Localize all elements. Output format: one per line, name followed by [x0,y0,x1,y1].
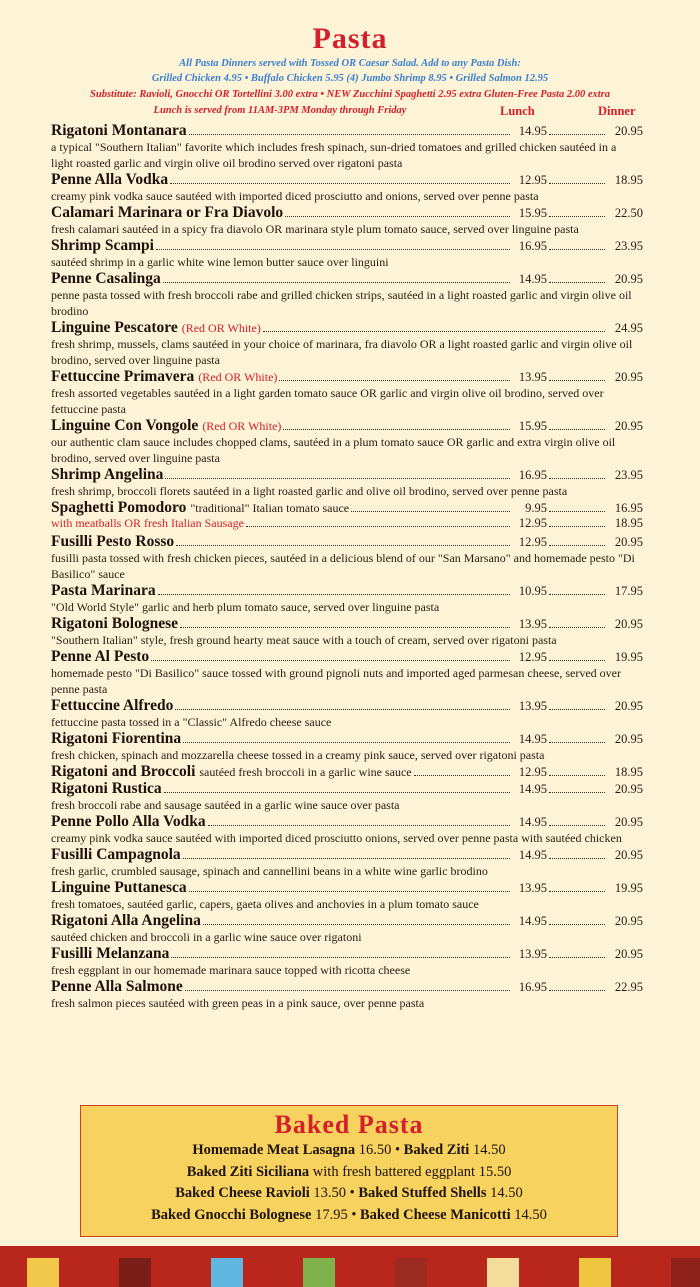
leader-dots [549,858,605,859]
baked-item-description: with fresh battered eggplant [309,1163,476,1180]
leader-dots [189,891,510,892]
separator-bullet: • [346,1185,359,1201]
menu-item [51,730,643,763]
intro-line: Lunch is served from 11AM-3PM Monday through Friday [153,105,407,116]
menu-item-name: Spaghetti Pomodoro [51,499,187,516]
menu-item [51,368,643,417]
menu-item [51,648,643,697]
baked-item-price: 14.50 [486,1185,523,1201]
separator-bullet: • [391,1142,404,1158]
menu-item-line [51,648,643,665]
baked-item-name: Baked Stuffed Shells [358,1185,487,1201]
menu-item-line [51,417,643,434]
menu-item-name: Penne Alla Salmone [51,978,183,995]
menu-item-name: Rigatoni Fiorentina [51,730,182,747]
leader-dots [185,990,510,991]
leader-dots [549,183,605,184]
menu-item-name: Shrimp Scampi [51,237,154,254]
menu-item [51,813,643,846]
lunch-price: 14.95 [518,815,547,829]
leader-dots [171,957,510,958]
dinner-price: 19.95 [614,650,643,664]
lunch-price: 10.95 [518,584,547,598]
menu-item-name: Shrimp Angelina [51,466,164,483]
dinner-price: 20.95 [614,782,643,796]
lunch-price: 12.95 [518,516,547,530]
lunch-price: 14.95 [518,782,547,796]
lunch-price: 13.95 [518,947,547,961]
menu-item-line [51,813,643,830]
menu-item-description: fresh garlic, crumbled sausage, spinach and cannellini beans in a white wine garlic brodino [51,864,488,878]
dinner-price: 24.95 [614,321,643,335]
leader-dots [164,792,510,793]
leader-dots [163,282,510,283]
separator-bullet: • [347,1206,361,1223]
menu-item-name: Fusilli Pesto Rosso [51,533,175,550]
menu-item-description: fresh eggplant in our homemade marinara sauce topped with ricotta cheese [51,963,411,977]
dinner-price: 17.95 [614,584,643,598]
baked-item-price: 14.50 [510,1206,547,1223]
leader-dots [549,216,605,217]
baked-pasta-box [80,1105,618,1237]
lunch-price: 16.95 [518,980,547,994]
menu-item-line [51,237,643,254]
footer-color-square [119,1258,151,1287]
menu-item-note: (Red OR White) [198,370,278,384]
dinner-price: 18.95 [614,765,643,779]
menu-item-line [51,697,643,714]
menu-item-name: Rigatoni Montanara [51,122,187,139]
menu-item-inline-desc: sautéed fresh broccoli in a garlic wine sauce [199,765,412,779]
menu-item-description: fresh broccoli rabe and sausage sautéed in a garlic wine sauce over pasta [51,798,400,812]
menu-item-description: fresh chicken, spinach and mozzarella cheese tossed in a creamy pink sauce, served over rigatoni pasta [51,748,545,762]
pasta-menu-list [51,122,643,1011]
footer-color-square [211,1258,243,1287]
menu-item-description: penne pasta tossed with fresh broccoli rabe and grilled chicken strips, sautéed in a light roasted garlic and virgin olive oil brodino [51,288,632,318]
leader-dots [549,924,605,925]
dinner-price: 20.95 [614,699,643,713]
dinner-price: 23.95 [614,468,643,482]
footer-color-strip [0,1246,700,1287]
lunch-price: 13.95 [518,699,547,713]
menu-item-name: Linguine Puttanesca [51,879,187,896]
menu-item [51,417,643,466]
menu-item [51,697,643,730]
leader-dots [208,825,510,826]
footer-color-square [395,1258,427,1287]
lunch-price: 12.95 [518,650,547,664]
menu-item-line [51,780,643,797]
menu-item-name: Fusilli Campagnola [51,846,181,863]
menu-item [51,171,643,204]
leader-dots [549,478,605,479]
menu-item-description: homemade pesto "Di Basilico" sauce tossed with ground pignoli nuts and imported aged parmesan cheese, served over penne pasta [51,666,621,696]
menu-item-line [51,912,643,929]
leader-dots [549,775,605,776]
menu-item [51,270,643,319]
dinner-price: 20.95 [614,732,643,746]
menu-item [51,499,643,533]
leader-dots [549,594,605,595]
leader-dots [165,478,510,479]
leader-dots [156,249,510,250]
menu-item-description: sautéed chicken and broccoli in a garlic wine sauce over rigatoni [51,930,362,944]
menu-item-line [51,499,643,516]
leader-dots [180,627,510,628]
intro-line: All Pasta Dinners served with Tossed OR Caesar Salad. Add to any Pasta Dish: [179,58,521,69]
footer-color-square [487,1258,519,1287]
menu-item-line [51,466,643,483]
baked-item-price: 17.95 [311,1206,348,1223]
baked-item-name: Baked Cheese Ravioli [175,1185,310,1201]
lunch-price: 14.95 [518,732,547,746]
dinner-price: 19.95 [614,881,643,895]
footer-color-square [671,1258,700,1287]
leader-dots [549,380,605,381]
menu-item-description: fresh shrimp, mussels, clams sautéed in your choice of marinara, fra diavolo OR a light roasted garlic and virgin olive oil brodino, served over linguine pasta [51,337,633,367]
menu-item-name: Rigatoni and Broccoli [51,763,196,780]
menu-item-line [51,945,643,962]
menu-item-name: Fettuccine Alfredo [51,697,174,714]
menu-item [51,582,643,615]
menu-item [51,978,643,1011]
menu-item-line [51,978,643,995]
leader-dots [263,331,605,332]
lunch-price: 14.95 [518,848,547,862]
leader-dots [549,249,605,250]
menu-item-description: fresh tomatoes, sautéed garlic, capers, gaeta olives and anchovies in a plum tomato sauce [51,897,479,911]
leader-dots [246,526,510,527]
menu-item [51,615,643,648]
menu-item-name: Penne Al Pesto [51,648,150,665]
baked-item-name: Baked Ziti [403,1142,470,1158]
leader-dots [549,429,605,430]
dinner-price: 20.95 [614,914,643,928]
leader-dots [549,891,605,892]
dinner-price: 20.95 [614,124,643,138]
footer-color-square [579,1258,611,1287]
menu-item-line [51,270,643,287]
lunch-price: 9.95 [525,501,547,515]
menu-item-name: Fettuccine Primavera [51,368,195,385]
menu-item-line [51,319,643,336]
baked-pasta-line [81,1140,617,1162]
menu-item-line [51,368,643,385]
menu-item-name: Rigatoni Rustica [51,780,162,797]
leader-dots [549,545,605,546]
lunch-price: 12.95 [518,173,547,187]
dinner-price: 20.95 [614,272,643,286]
leader-dots [549,990,605,991]
dinner-price: 20.95 [614,617,643,631]
menu-item-name: Fusilli Melanzana [51,945,170,962]
leader-dots [549,825,605,826]
dinner-price: 18.95 [614,516,643,530]
dinner-price: 23.95 [614,239,643,253]
lunch-price: 16.95 [518,468,547,482]
menu-item-description: fresh shrimp, broccoli florets sautéed in a light roasted garlic and olive oil brodino, served over penne pasta [51,484,568,498]
menu-item-name: Linguine Pescatore [51,319,178,336]
leader-dots [158,594,510,595]
footer-color-square [303,1258,335,1287]
leader-dots [549,660,605,661]
leader-dots [549,282,605,283]
leader-dots [549,526,605,527]
lunch-price: 14.95 [518,124,547,138]
dinner-price: 20.95 [614,848,643,862]
menu-item-description: a typical "Southern Italian" favorite which includes fresh spinach, sun-dried tomatoes and grilled chicken sautéed in a light roasted garlic and virgin olive oil brodino served over rigatoni pasta [51,140,617,170]
leader-dots [549,627,605,628]
menu-item-name: Penne Alla Vodka [51,171,169,188]
column-header-dinner: Dinner [598,104,636,118]
lunch-price: 14.95 [518,914,547,928]
leader-dots [151,660,510,661]
column-header-lunch: Lunch [500,104,535,118]
lunch-price: 13.95 [518,370,547,384]
menu-item-line [51,533,643,550]
baked-item-name: Baked Cheese Manicotti [360,1206,511,1223]
baked-item-price: 13.50 [309,1185,347,1201]
lunch-price: 13.95 [518,617,547,631]
baked-pasta-line [81,1162,617,1184]
menu-item-line [51,122,643,139]
leader-dots [189,134,510,135]
menu-item-description: creamy pink vodka sauce sautéed with imported diced prosciutto and onions, served over penne pasta [51,189,539,203]
menu-item [51,879,643,912]
leader-dots [183,742,510,743]
menu-item [51,204,643,237]
menu-item-description: fettuccine pasta tossed in a "Classic" Alfredo cheese sauce [51,715,332,729]
baked-item-name: Homemade Meat Lasagna [192,1142,356,1158]
baked-item-price: 16.50 [355,1142,392,1158]
menu-item-line [51,582,643,599]
menu-item-description: fusilli pasta tossed with fresh chicken pieces, sautéed in a delicious blend of our "San Marsano" and homemade pesto "Di Basilico" sauce [51,551,635,581]
menu-item-name: Rigatoni Bolognese [51,615,179,632]
baked-pasta-line [81,1183,617,1205]
leader-dots [203,924,510,925]
leader-dots [414,775,510,776]
lunch-price: 15.95 [518,419,547,433]
baked-item-price: 15.50 [475,1163,512,1180]
leader-dots [175,709,510,710]
leader-dots [351,511,510,512]
page-title: Pasta [312,22,388,55]
menu-item-line [51,171,643,188]
menu-item-variant-line [51,516,643,533]
menu-item-line [51,763,643,780]
leader-dots [279,380,510,381]
dinner-price: 20.95 [614,947,643,961]
menu-item-line [51,615,643,632]
leader-dots [549,709,605,710]
lunch-price: 12.95 [518,765,547,779]
menu-item [51,945,643,978]
menu-item-inline-desc: "traditional" Italian tomato sauce [190,501,350,515]
menu-item-name: Pasta Marinara [51,582,156,599]
leader-dots [283,429,510,430]
menu-item [51,466,643,499]
leader-dots [183,858,510,859]
leader-dots [549,134,605,135]
menu-item-note: (Red OR White) [181,321,261,335]
dinner-price: 20.95 [614,535,643,549]
dinner-price: 20.95 [614,419,643,433]
menu-item [51,122,643,171]
menu-item-description: fresh salmon pieces sautéed with green peas in a pink sauce, over penne pasta [51,996,425,1010]
intro-line: Substitute: Ravioli, Gnocchi OR Tortellini 3.00 extra • NEW Zucchini Spaghetti 2.95 extra Gluten-Free Pasta 2.00 extra [90,89,610,100]
menu-item [51,846,643,879]
menu-item [51,912,643,945]
leader-dots [549,511,605,512]
leader-dots [176,545,510,546]
dinner-price: 18.95 [614,173,643,187]
lunch-price: 14.95 [518,272,547,286]
menu-item-description: fresh calamari sautéed in a spicy fra diavolo OR marinara style plum tomato sauce, served over linguine pasta [51,222,579,236]
lunch-price: 16.95 [518,239,547,253]
dinner-price: 20.95 [614,815,643,829]
menu-item-name: Calamari Marinara or Fra Diavolo [51,204,284,221]
baked-pasta-title: Baked Pasta [274,1110,424,1139]
menu-item-variant: with meatballs OR fresh Italian Sausage [51,516,244,530]
menu-item-name: Linguine Con Vongole [51,417,199,434]
menu-item-description: sautéed shrimp in a garlic white wine lemon butter sauce over linguini [51,255,389,269]
menu-item-description: "Southern Italian" style, fresh ground hearty meat sauce with a touch of cream, served over rigatoni pasta [51,633,557,647]
menu-item-line [51,879,643,896]
menu-item-description: "Old World Style" garlic and herb plum tomato sauce, served over linguine pasta [51,600,440,614]
menu-item-note: (Red OR White) [202,419,282,433]
leader-dots [549,742,605,743]
menu-item-description: creamy pink vodka sauce sautéed with imported diced prosciutto onions, served over penne pasta with sautéed chicken [51,831,622,845]
leader-dots [170,183,510,184]
menu-item-line [51,846,643,863]
lunch-price: 15.95 [518,206,547,220]
dinner-price: 22.95 [614,980,643,994]
baked-item-name: Baked Gnocchi Bolognese [151,1206,312,1223]
baked-pasta-line [81,1205,617,1227]
menu-item-name: Rigatoni Alla Angelina [51,912,201,929]
lunch-price: 12.95 [518,535,547,549]
menu-item-description: fresh assorted vegetables sautéed in a light garden tomato sauce OR garlic and virgin olive oil brodino, served over fettuccine pasta [51,386,604,416]
menu-item [51,780,643,813]
intro-line: Grilled Chicken 4.95 • Buffalo Chicken 5.95 (4) Jumbo Shrimp 8.95 • Grilled Salmon 12.95 [151,73,549,84]
dinner-price: 20.95 [614,370,643,384]
footer-color-square [27,1258,59,1287]
baked-pasta-lines [81,1140,617,1226]
baked-item-name: Baked Ziti Siciliana [186,1163,310,1180]
menu-item-name: Penne Pollo Alla Vodka [51,813,206,830]
baked-item-price: 14.50 [469,1142,506,1158]
menu-item-line [51,204,643,221]
dinner-price: 22.50 [614,206,643,220]
leader-dots [285,216,510,217]
leader-dots [549,957,605,958]
menu-item [51,319,643,368]
menu-item [51,763,643,780]
menu-item-line [51,730,643,747]
dinner-price: 16.95 [614,501,643,515]
lunch-price: 13.95 [518,881,547,895]
menu-item [51,237,643,270]
menu-item [51,533,643,582]
leader-dots [549,792,605,793]
menu-item-name: Penne Casalinga [51,270,161,287]
menu-item-description: our authentic clam sauce includes chopped clams, sautéed in a plum tomato sauce OR garlic and extra virgin olive oil brodino, served over linguine pasta [51,435,616,465]
